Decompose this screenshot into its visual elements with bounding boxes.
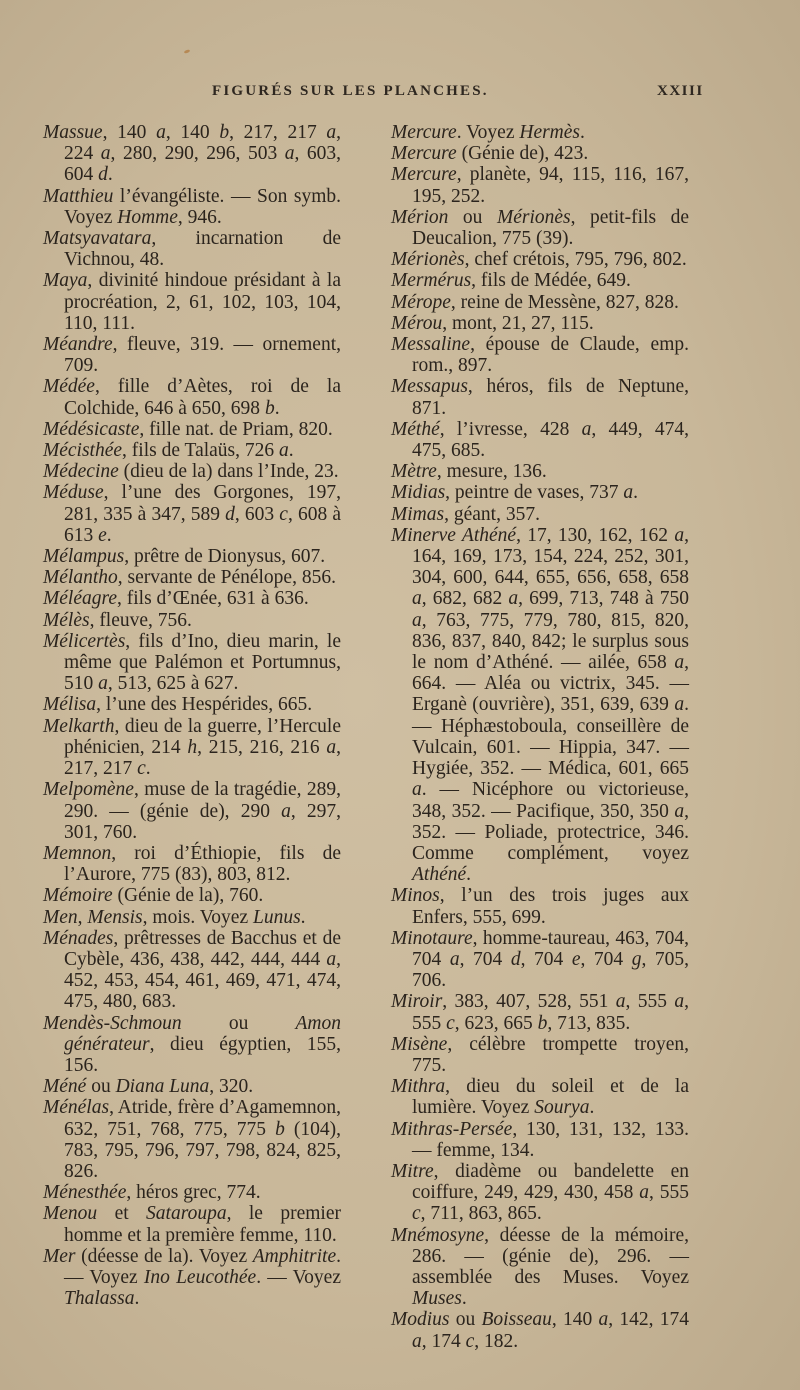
entry-text: , chef crétois, 795, 796, 802.	[464, 249, 687, 271]
entry-text: , 704	[580, 948, 632, 970]
entry-term: Mithras-Persée	[391, 1118, 513, 1140]
entry-text: , 555	[412, 991, 690, 1034]
italic-text: c	[279, 503, 288, 525]
index-entry	[391, 164, 689, 206]
entry-term: Mercure	[391, 164, 457, 186]
entry-text: .	[106, 524, 112, 546]
entry-text: , 449, 474, 475, 685.	[412, 418, 689, 462]
entry-text: , 555	[649, 1182, 690, 1204]
italic-text: Ino Leucothée	[143, 1266, 257, 1288]
index-entry	[391, 525, 689, 885]
entry-text: .	[589, 1097, 595, 1119]
entry-text: , 164, 169, 173, 154, 224, 252, 301, 304, 600, 644, 655, 656, 658, 658	[412, 524, 689, 589]
entry-text: et	[97, 1203, 147, 1225]
entry-term: Mélicertès	[43, 630, 126, 652]
entry-text: , 664. — Aléa ou victrix, 345. — Erganè (ouvrière), 351, 639, 639	[412, 652, 689, 716]
index-entry	[43, 1182, 341, 1203]
italic-text: Amon générateur	[64, 1012, 341, 1055]
italic-text: Sourya	[534, 1097, 590, 1119]
italic-text: a	[674, 694, 685, 716]
index-entry	[43, 716, 341, 780]
entry-text: , petit-fils de Deucalion, 775 (39).	[412, 206, 689, 250]
entry-term: Ménesthée	[43, 1182, 127, 1204]
index-entry	[391, 482, 689, 503]
italic-text: a	[412, 1330, 422, 1352]
index-entry	[43, 334, 341, 376]
entry-text: , prêtre de Dionysus, 607.	[124, 546, 326, 568]
italic-text: a	[674, 652, 685, 674]
italic-text: a	[412, 779, 422, 801]
entry-term: Mètre	[391, 461, 437, 483]
entry-term: Miroir	[391, 991, 443, 1013]
italic-text: b	[219, 122, 230, 143]
entry-text: , 297, 301, 760.	[64, 800, 342, 843]
index-entry	[43, 482, 341, 546]
index-entry	[391, 1034, 689, 1076]
entry-text: (dieu de la) dans l’Inde, 23.	[118, 461, 339, 483]
entry-text: ou	[449, 1309, 482, 1331]
entry-text: . Voyez	[456, 122, 520, 143]
entry-term: Mérou	[391, 312, 443, 334]
entry-text: , 217, 217	[64, 736, 341, 780]
entry-text: , 215, 216, 216	[197, 736, 327, 758]
italic-text: c	[137, 758, 146, 780]
entry-text: (Génie de), 423.	[456, 143, 589, 165]
entry-text: , 140	[102, 122, 157, 143]
index-entry	[43, 1246, 341, 1310]
italic-text: c	[412, 1203, 421, 1225]
entry-text: , héros grec, 774.	[126, 1182, 261, 1204]
entry-term: Mérion	[391, 206, 449, 228]
entry-term: Médée	[43, 376, 95, 398]
entry-text: . — Voyez	[256, 1266, 341, 1288]
entry-text: ou	[86, 1076, 116, 1098]
entry-text: , 140	[551, 1309, 599, 1331]
italic-text: a	[326, 122, 337, 143]
entry-text: . — Héphæstoboula, conseillère de Vulcain, 601. — Hippia, 347. — Hygiée, 352. — Médica, 601, 665	[412, 694, 689, 780]
entry-text: , fleuve, 756.	[89, 609, 192, 631]
entry-term: Mer	[43, 1245, 76, 1267]
index-column-right	[391, 122, 689, 1352]
index-entry	[43, 1097, 341, 1182]
index-entry	[391, 292, 689, 313]
entry-text: , divinité hindoue présidant à la procréation, 2, 61, 102, 103, 104, 110, 111.	[64, 270, 341, 334]
italic-text: g	[631, 948, 642, 970]
index-entry	[391, 504, 689, 525]
running-header	[0, 80, 800, 104]
italic-text: a	[279, 440, 289, 462]
entry-term: Mémoire	[43, 885, 113, 907]
entry-text: l’évangéliste. — Son symb. Voyez	[64, 185, 341, 228]
italic-text: Boisseau	[481, 1309, 552, 1331]
entry-text: , fille d’Aètes, roi de la Colchide, 646 à 650, 698	[64, 376, 341, 419]
italic-text: b	[537, 1012, 548, 1034]
italic-text: a	[674, 991, 685, 1013]
entry-text: , fille nat. de Priam, 820.	[139, 418, 333, 440]
entry-text: , l’ivresse, 428	[439, 418, 582, 440]
italic-text: h	[187, 736, 198, 758]
entry-term: Men	[43, 906, 78, 928]
index-entry	[391, 1309, 689, 1351]
entry-term: Ménélas	[43, 1097, 110, 1119]
entry-text: .	[288, 440, 294, 462]
entry-text: , héros, fils de Neptune, 871.	[412, 376, 689, 419]
italic-text: a	[412, 609, 422, 631]
italic-text: c	[446, 1012, 455, 1034]
entry-text: , le premier homme et la première femme, 110.	[64, 1203, 341, 1246]
entry-text: , 705, 706.	[412, 948, 690, 992]
italic-text: b	[275, 1118, 285, 1140]
index-entry	[43, 419, 341, 440]
entry-text: , épouse de Claude, emp. rom., 897.	[412, 334, 689, 377]
entry-text: , 713, 835.	[547, 1012, 631, 1034]
entry-term: Méthé	[391, 418, 440, 440]
index-entry	[43, 588, 341, 609]
entry-text: , 711, 863, 865.	[420, 1203, 542, 1225]
entry-text: , 383, 407, 528, 551	[442, 991, 616, 1013]
entry-term: Matthieu	[43, 185, 114, 207]
entry-text: ou	[181, 1012, 296, 1034]
entry-text: (Génie de la), 760.	[112, 885, 264, 907]
italic-text: Thalassa	[64, 1288, 135, 1310]
entry-text: , prêtresses de Bacchus et de Cybèle, 436, 438, 442, 444, 444	[64, 927, 341, 970]
italic-text: c	[465, 1330, 475, 1352]
page-number: XXIII	[657, 83, 704, 99]
index-entry	[391, 270, 689, 291]
entry-text: , 130, 131, 132, 133. — femme, 134.	[412, 1118, 689, 1161]
index-entry	[43, 546, 341, 567]
entry-text: , fils de Médée, 649.	[471, 270, 631, 292]
italic-text: Mensis	[87, 906, 143, 928]
entry-text: .	[145, 758, 151, 780]
entry-text: (104), 783, 795, 796, 797, 798, 824, 825, 826.	[64, 1118, 341, 1182]
italic-text: Sataroupa	[146, 1203, 227, 1225]
entry-term: Mérionès	[391, 249, 465, 271]
entry-text: , 320.	[209, 1076, 254, 1098]
entry-text: , peintre de vases, 737	[445, 482, 624, 504]
index-entry	[391, 885, 689, 927]
italic-text: d	[510, 948, 521, 970]
entry-text: , incarnation de Vichnou, 48.	[64, 228, 341, 271]
entry-term: Maya	[43, 270, 88, 292]
entry-text: , 603	[234, 503, 280, 525]
index-entry	[43, 186, 341, 228]
italic-text: b	[264, 397, 275, 419]
index-entry	[391, 419, 689, 461]
italic-text: a	[98, 673, 108, 695]
entry-term: Minos	[391, 885, 440, 907]
entry-text: , 280, 290, 296, 503	[110, 143, 285, 165]
entry-term: Mérope	[391, 291, 451, 313]
italic-text: a	[281, 800, 291, 822]
entry-term: Mélantho	[43, 567, 118, 589]
entry-text: , dieu du soleil et de la lumière. Voyez	[412, 1076, 689, 1119]
italic-text: a	[100, 143, 111, 165]
entry-term: Médecine	[43, 461, 119, 483]
entry-text: , mois. Voyez	[142, 906, 253, 928]
entry-term: Messaline	[391, 334, 471, 356]
index-entry	[43, 843, 341, 885]
entry-text: (déesse de la). Voyez	[75, 1245, 253, 1267]
entry-term: Mercure	[391, 143, 457, 165]
italic-text: Athéné	[412, 864, 467, 886]
entry-term: Mercure	[391, 122, 457, 143]
entry-text: , géant, 357.	[444, 503, 540, 525]
entry-term: Mnémosyne	[391, 1224, 485, 1246]
entry-text: .	[300, 906, 306, 928]
italic-text: a	[598, 1309, 609, 1331]
entry-text: , reine de Messène, 827, 828.	[450, 291, 679, 313]
italic-text: a	[449, 948, 460, 970]
index-entry	[43, 270, 341, 334]
index-entry	[43, 228, 341, 270]
entry-term: Menou	[43, 1203, 98, 1225]
entry-term: Mendès-Schmoun	[43, 1012, 182, 1034]
entry-text: , fils d’Ino, dieu marin, le même que Palémon et Portumnus, 510	[64, 630, 341, 695]
italic-text: a	[326, 948, 337, 970]
entry-text: , fleuve, 319. — ornement, 709.	[64, 334, 341, 377]
index-entry	[43, 694, 341, 715]
italic-text: Lunus	[252, 906, 301, 928]
entry-term: Midias	[391, 482, 446, 504]
entry-text: , 182.	[474, 1330, 519, 1352]
index-entry	[43, 440, 341, 461]
entry-term: Médésicaste	[43, 418, 140, 440]
index-entry	[43, 1076, 341, 1097]
entry-text: , dieu de la guerre, l’Hercule phénicien, 214	[64, 715, 341, 758]
entry-text: .	[580, 122, 585, 143]
entry-term: Mimas	[391, 503, 445, 525]
italic-text: a	[284, 143, 295, 165]
italic-text: e	[571, 948, 581, 970]
paper-stain	[184, 49, 191, 54]
entry-term: Minotaure	[391, 927, 473, 949]
entry-text: , 699, 713, 748 à 750	[518, 588, 690, 610]
entry-text: , Atride, frère d’Agamemnon, 632, 751, 768, 775, 775	[64, 1097, 341, 1140]
entry-term: Mélampus	[43, 546, 125, 568]
header-title: FIGURÉS SUR LES PLANCHES.	[212, 83, 489, 99]
entry-text: , 352. — Poliade, protectrice, 346. Comme complément, voyez	[412, 800, 689, 864]
entry-text: , 217, 217	[229, 122, 327, 143]
italic-text: Homme	[117, 206, 178, 228]
entry-term: Misène	[391, 1033, 448, 1055]
entry-term: Melpomène	[43, 779, 134, 801]
index-entry	[43, 928, 341, 1013]
italic-text: Amphitrite	[252, 1245, 337, 1267]
index-entry	[43, 631, 341, 695]
entry-text: , 140	[165, 122, 220, 143]
entry-text: , homme-taureau, 463, 704, 704	[412, 927, 689, 970]
entry-text: , 623, 665	[454, 1012, 538, 1034]
index-entry	[391, 1119, 689, 1161]
entry-text: , 763, 775, 779, 780, 815, 820, 836, 837, 840, 842; le surplus sous le nom d’Athéné. — ailée, 658	[412, 609, 689, 674]
entry-text: , fils de Talaüs, 726	[122, 440, 280, 462]
italic-text: a	[674, 800, 685, 822]
entry-text: , 174	[421, 1330, 466, 1352]
index-entry	[391, 1161, 689, 1225]
entry-term: Mélisa	[43, 694, 97, 716]
entry-text: , 17, 130, 162, 162	[516, 524, 675, 546]
index-entry	[391, 207, 689, 249]
italic-text: Diana Luna	[115, 1076, 210, 1098]
index-entry	[43, 1013, 341, 1077]
entry-text: , 555	[625, 991, 675, 1013]
index-entry	[43, 122, 341, 186]
entry-text: .	[466, 864, 472, 886]
entry-term: Méandre	[43, 334, 113, 356]
entry-term: Mécisthée	[43, 440, 123, 462]
index-entry	[43, 610, 341, 631]
italic-text: a	[615, 991, 626, 1013]
entry-text: .	[107, 164, 113, 186]
italic-text: a	[326, 736, 337, 758]
italic-text: a	[412, 588, 422, 610]
italic-text: Muses	[412, 1288, 462, 1310]
entry-text: , 603, 604	[64, 143, 342, 186]
index-entry	[391, 122, 689, 143]
index-entry	[391, 461, 689, 482]
entry-text: , 704	[459, 948, 511, 970]
italic-text: a	[581, 418, 592, 440]
entry-text: . — Nicéphore ou victorieuse, 348, 352. — Pacifique, 350, 350	[412, 779, 689, 822]
entry-term: Minerve Athéné	[391, 524, 517, 546]
entry-term: Mélès	[43, 609, 90, 631]
entry-text: , 142, 174	[608, 1309, 689, 1331]
entry-text: , 946.	[177, 206, 222, 228]
italic-text: Hermès	[519, 122, 581, 143]
index-entry	[391, 313, 689, 334]
entry-text: .	[134, 1288, 140, 1310]
index-entry	[391, 928, 689, 992]
entry-term: Mermérus	[391, 270, 472, 292]
entry-text: , 682, 682	[421, 588, 509, 610]
entry-text: , l’une des Gorgones, 197, 281, 335 à 347, 589	[64, 482, 341, 525]
entry-text: , dieu égyptien, 155, 156.	[64, 1033, 341, 1076]
entry-text: , diadème ou bandelette en coiffure, 249, 429, 430, 458	[412, 1160, 689, 1204]
index-entry	[43, 376, 341, 418]
entry-text: .	[461, 1288, 467, 1310]
entry-term: Ménades	[43, 927, 114, 949]
index-entry	[43, 779, 341, 843]
entry-term: Melkarth	[43, 715, 115, 737]
italic-text: Mérionès	[496, 206, 571, 228]
entry-term: Mitre	[391, 1160, 434, 1182]
entry-text: , 513, 625 à 627.	[107, 673, 239, 695]
entry-term: Méduse	[43, 482, 104, 504]
entry-term: Mithra	[391, 1076, 446, 1098]
italic-text: a	[623, 482, 634, 504]
entry-text: , déesse de la mémoire, 286. — (génie de), 296. — assemblée des Muses. Voyez	[412, 1224, 689, 1288]
index-entry	[43, 567, 341, 588]
entry-term: Modius	[391, 1309, 450, 1331]
italic-text: d	[98, 164, 108, 186]
index-entry	[391, 249, 689, 270]
entry-text: , 224	[64, 122, 342, 165]
entry-text: , mesure, 136.	[436, 461, 547, 483]
italic-text: a	[674, 524, 685, 546]
entry-term: Messapus	[391, 376, 468, 398]
entry-term: Massue	[43, 122, 103, 143]
entry-term: Memnon	[43, 842, 112, 864]
entry-text: , servante de Pénélope, 856.	[117, 567, 336, 589]
index-entry	[43, 461, 341, 482]
entry-text: ou	[448, 206, 497, 228]
italic-text: d	[225, 503, 235, 525]
index-entry	[391, 334, 689, 376]
entry-text: , l’un des trois juges aux Enfers, 555, 699.	[412, 885, 689, 928]
entry-text: , 452, 453, 454, 461, 469, 471, 474, 475, 480, 683.	[64, 948, 341, 1013]
entry-term: Méléagre	[43, 588, 117, 610]
entry-text: ,	[77, 906, 88, 928]
index-column-left	[43, 122, 341, 1309]
entry-text: , célèbre trompette troyen, 775.	[412, 1033, 689, 1076]
index-entry	[43, 1203, 341, 1245]
index-entry	[391, 1225, 689, 1310]
entry-text: , planète, 94, 115, 116, 167, 195, 252.	[412, 164, 689, 207]
entry-text: , muse de la tragédie, 289, 290. — (génie de), 290	[64, 779, 341, 822]
entry-text: , 704	[520, 948, 572, 970]
index-entry	[391, 991, 689, 1033]
entry-text: .	[633, 482, 638, 504]
index-entry	[43, 885, 341, 906]
entry-text: , fils d’Œnée, 631 à 636.	[117, 588, 309, 610]
entry-text: . — Voyez	[64, 1245, 341, 1288]
italic-text: a	[508, 588, 519, 610]
entry-text: , roi d’Éthiopie, fils de l’Aurore, 775 (83), 803, 812.	[64, 842, 341, 886]
index-entry	[391, 1076, 689, 1118]
entry-text: , l’une des Hespérides, 665.	[96, 694, 313, 716]
index-entry	[391, 143, 689, 164]
italic-text: e	[98, 524, 107, 546]
entry-term: Matsyavatara	[43, 228, 152, 250]
index-entry	[43, 907, 341, 928]
entry-term: Méné	[43, 1076, 87, 1098]
italic-text: a	[639, 1182, 649, 1204]
entry-text: .	[274, 397, 280, 419]
italic-text: a	[156, 122, 166, 143]
entry-text: , 608 à 613	[64, 503, 342, 546]
entry-text: , mont, 21, 27, 115.	[442, 312, 594, 334]
index-entry	[391, 376, 689, 418]
